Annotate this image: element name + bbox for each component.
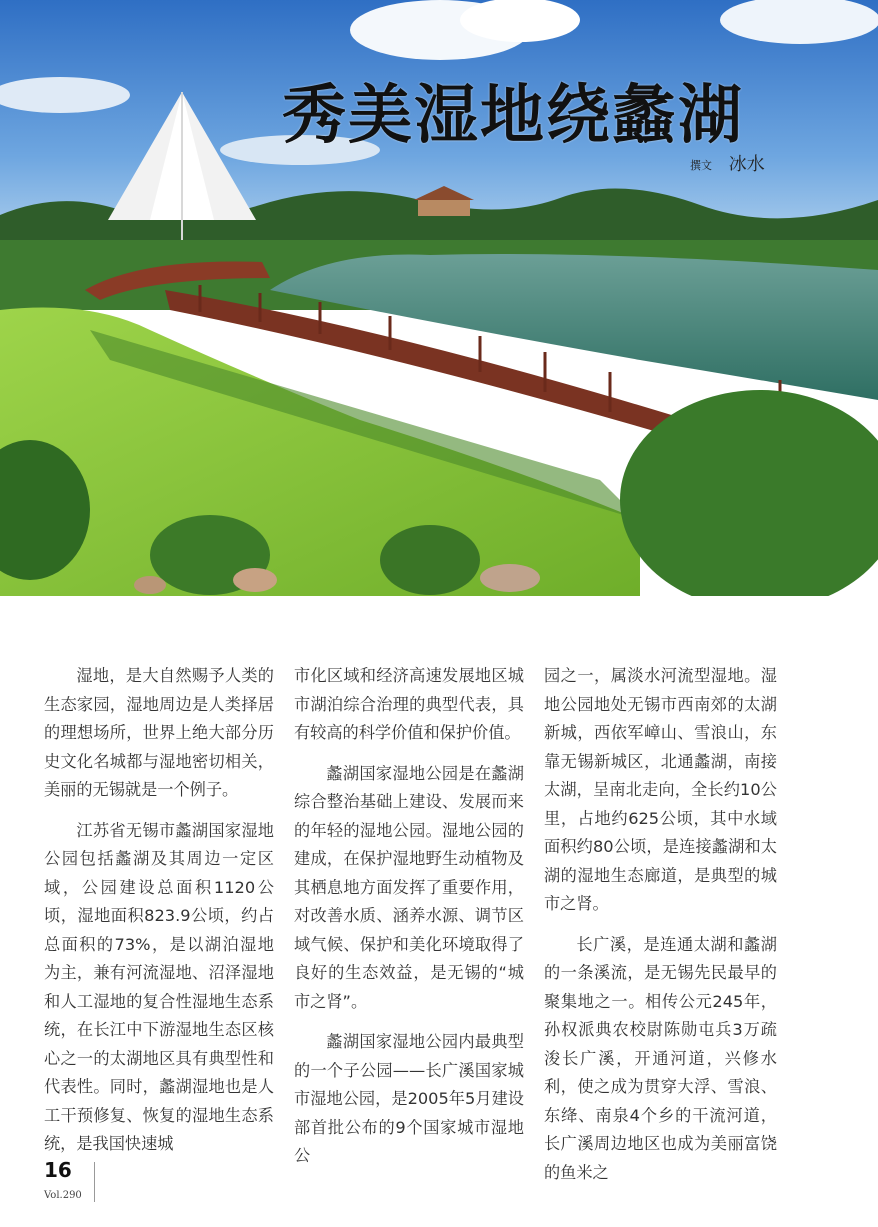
paragraph: 湿地，是大自然赐予人类的生态家园，湿地周边是人类择居的理想场所，世界上绝大部分历史文化名城都与湿地密切相关，美丽的无锡就是一个例子。	[44, 666, 274, 799]
text-column-1	[44, 662, 274, 1171]
paragraph: 园之一，属淡水河流型湿地。湿地公园地处无锡市西南郊的太湖新城，西依军嶂山、雪浪山，东靠无锡新城区，北通蠡湖，南接太湖，呈南北走向，全长约10公里，占地约625公顷，其中水域面积约80公顷，是连接蠡湖和太湖的湿地生态廊道，是典型的城市之肾。	[544, 666, 777, 913]
byline-role: 撰文	[690, 159, 712, 172]
page-number: 16	[44, 1158, 72, 1182]
footer-divider	[94, 1162, 95, 1202]
article-title: 秀美湿地绕蠡湖	[282, 78, 744, 153]
volume-label: Vol.290	[44, 1190, 82, 1201]
paragraph: 蠡湖国家湿地公园是在蠡湖综合整治基础上建设、发展而来的年轻的湿地公园。湿地公园的建成，在保护湿地野生动植物及其栖息地方面发挥了重要作用，对改善水质、涵养水源、调节区域气候、保护和美化环境取得了良好的生态效益，是无锡的“城市之肾”。	[294, 763, 524, 1011]
paragraph: 长广溪，是连通太湖和蠡湖的一条溪流，是无锡先民最早的聚集地之一。相传公元245年，孙权派典农校尉陈勋屯兵3万疏浚长广溪，开通河道，兴修水利，使之成为贯穿大浮、雪浪、东绛、南泉4个乡的干流河道，长广溪周边地区也成为美丽富饶的鱼米之	[544, 934, 777, 1182]
byline	[690, 150, 765, 176]
byline-author: 冰水	[728, 154, 765, 175]
text-column-3	[544, 662, 777, 1199]
text-column-2	[294, 662, 524, 1183]
paragraph: 蠡湖国家湿地公园内最典型的一个子公园——长广溪国家城市湿地公园，是2005年5月建设部首批公布的9个国家城市湿地公	[294, 1032, 524, 1165]
paragraph: 江苏省无锡市蠡湖国家湿地公园包括蠡湖及其周边一定区域，公园建设总面积1120公顷，湿地面积823.9公顷，约占总面积的73%，是以湖泊湿地为主，兼有河流湿地、沼泽湿地和人工湿地的复合性湿地生态系统，在长江中下游湿地生态区核心之一的太湖地区具有典型性和代表性。同时，蠡湖湿地也是人工干预修复、恢复的湿地生态系统，是我国快速城	[44, 820, 274, 1153]
paragraph: 市化区域和经济高速发展地区城市湖泊综合治理的典型代表，具有较高的科学价值和保护价值。	[294, 666, 524, 742]
